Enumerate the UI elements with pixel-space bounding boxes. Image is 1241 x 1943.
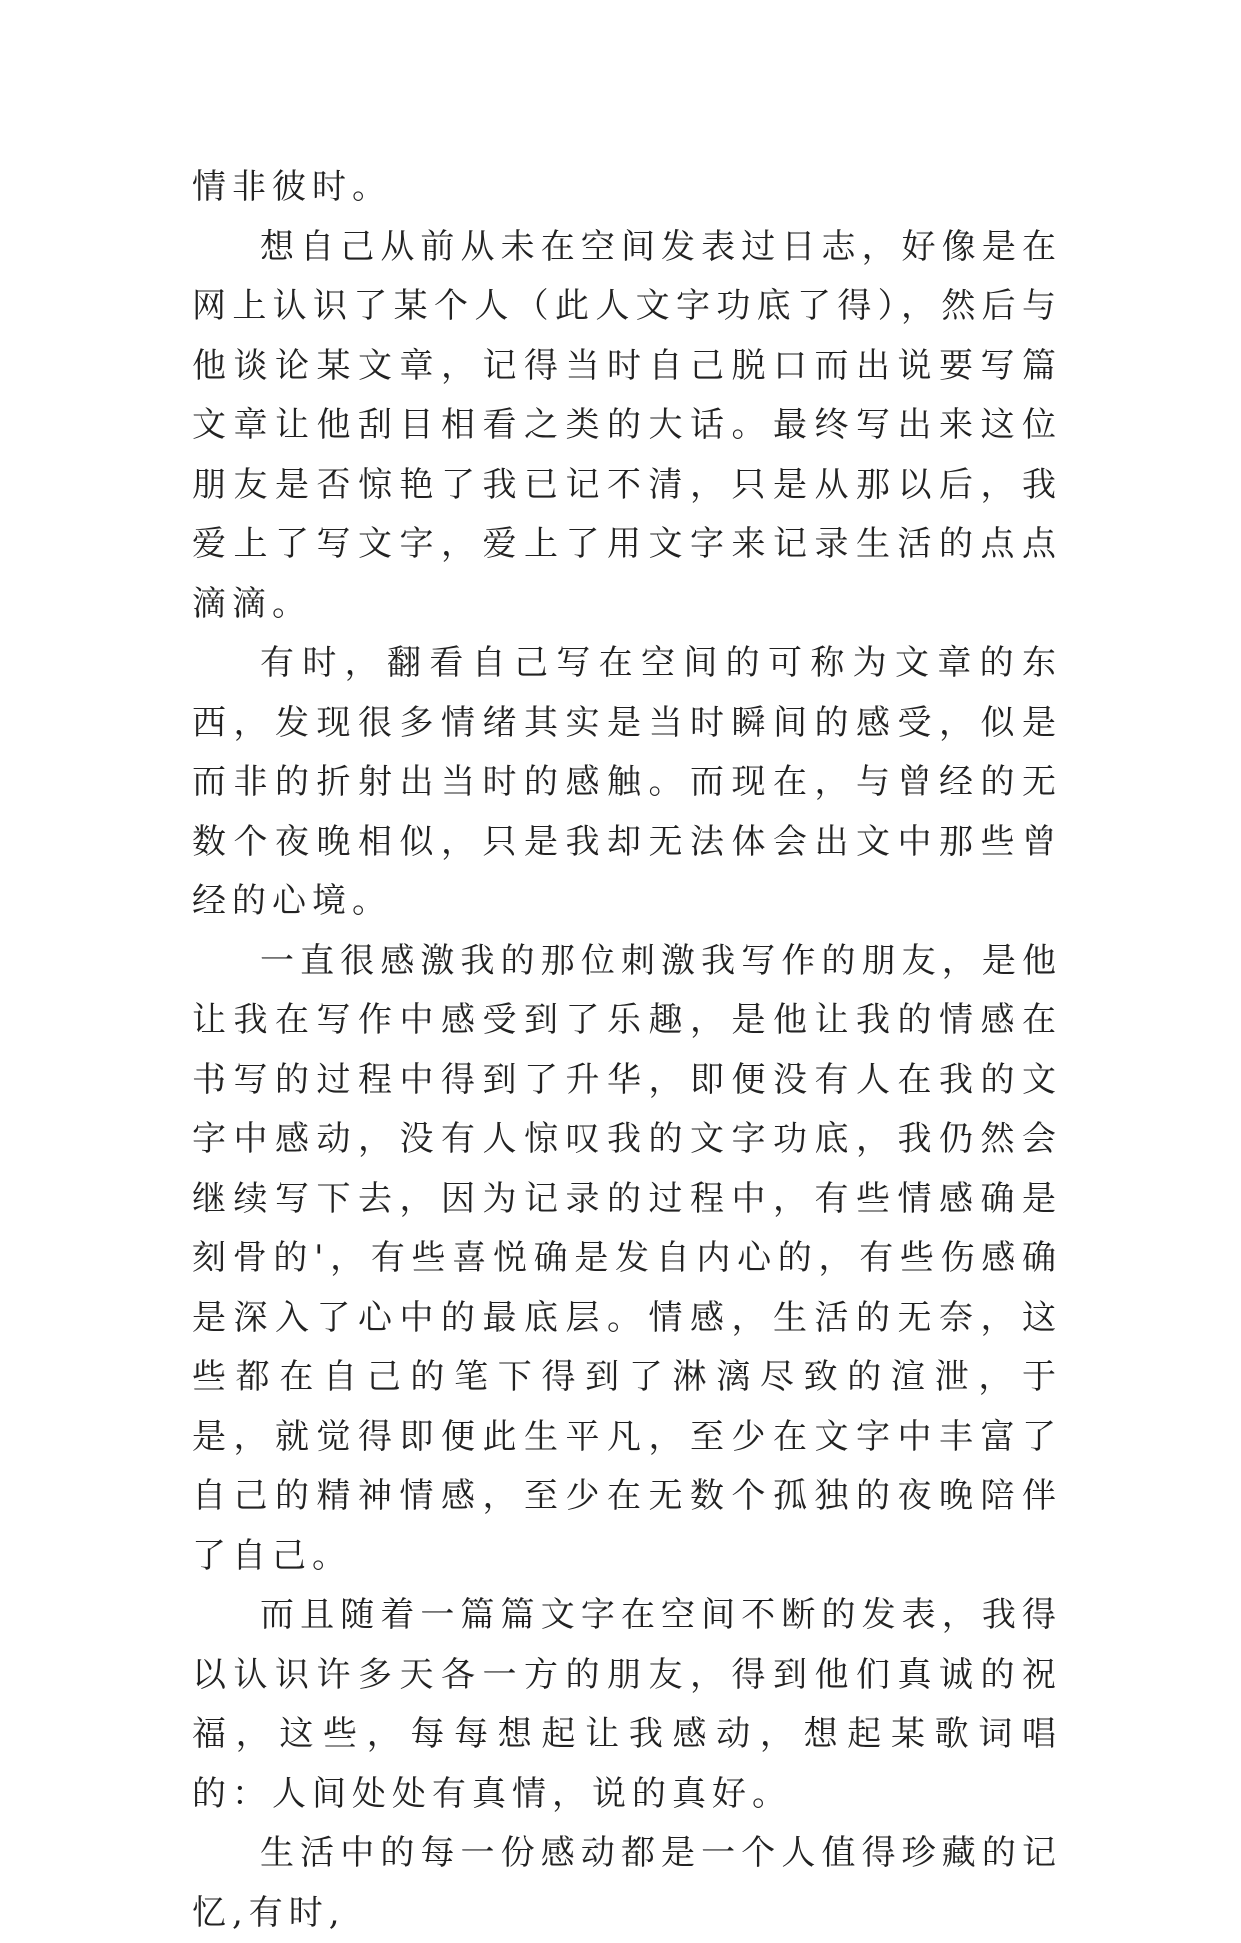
document-body bbox=[192, 158, 1062, 1943]
paragraph-5: 而且随着一篇篇文字在空间不断的发表，我得以认识许多天各一方的朋友，得到他们真诚的祝福，这些，每每想起让我感动，想起某歌词唱的：人间处处有真情，说的真好。 bbox=[192, 1595, 1062, 1814]
paragraph-6: 生活中的每一份感动都是一个人值得珍藏的记忆,有时, bbox=[192, 1833, 1062, 1933]
paragraph-2: 想自己从前从未在空间发表过日志，好像是在网上认识了某个人（此人文字功底了得），然后与他谈论某文章，记得当时自己脱口而出说要写篇文章让他刮目相看之类的大话。最终写出来这位朋友是否惊艳了我已记不清，只是从那以后，我爱上了写文字，爱上了用文字来记录生活的点点滴滴。 bbox=[192, 226, 1062, 624]
paragraph-3: 有时，翻看自己写在空间的可称为文章的东西，发现很多情绪其实是当时瞬间的感受，似是而非的折射出当时的感触。而现在，与曾经的无数个夜晚相似，只是我却无法体会出文中那些曾经的心境。 bbox=[192, 643, 1062, 921]
paragraph-4: 一直很感激我的那位刺激我写作的朋友，是他让我在写作中感受到了乐趣，是他让我的情感在书写的过程中得到了升华，即便没有人在我的文字中感动，没有人惊叹我的文字功底，我仍然会继续写下去，因为记录的过程中，有些情感确是刻骨的'，有些喜悦确是发自内心的，有些伤感确是深入了心中的最底层。情感，生活的无奈，这些都在自己的笔下得到了淋漓尽致的渲泄，于是，就觉得即便此生平凡，至少在文字中丰富了自己的精神情感，至少在无数个孤独的夜晚陪伴了自己。 bbox=[192, 940, 1062, 1576]
paragraph-1: 情非彼时。 bbox=[192, 167, 392, 207]
